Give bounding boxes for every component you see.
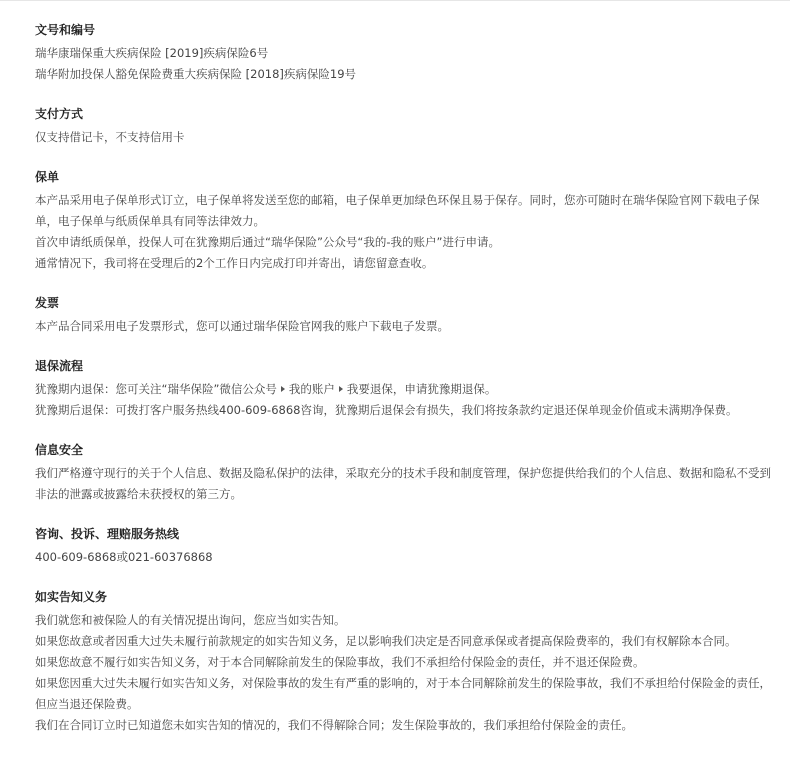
section-payment xyxy=(35,105,775,148)
section-line: 如果您因重大过失未履行如实告知义务，对保险事故的发生有严重的影响的，对于本合同解除前发生的保险事故，我们不承担给付保险金的责任，但应当退还保险费。 xyxy=(35,676,771,711)
section-title: 如实告知义务 xyxy=(35,590,108,604)
section-line: 如果您故意或者因重大过失未履行前款规定的如实告知义务，足以影响我们决定是否同意承保或者提高保险费率的，我们有权解除本合同。 xyxy=(35,634,737,648)
section-title: 退保流程 xyxy=(35,359,84,373)
section-line: 通常情况下，我司将在受理后的2个工作日内完成打印并寄出，请您留意查收。 xyxy=(35,256,434,270)
section-title: 文号和编号 xyxy=(35,23,96,37)
section-line: 我们严格遵守现行的关于个人信息、数据及隐私保护的法律，采取充分的技术手段和制度管理，保护您提供给我们的个人信息、数据和隐私不受到非法的泄露或披露给未获授权的第三方。 xyxy=(35,466,771,501)
section-line xyxy=(35,379,775,400)
section-line: 犹豫期后退保：可拨打客户服务热线400-609-6868咨询，犹豫期后退保会有损失，我们将按条款约定退还保单现金价值或未满期净保费。 xyxy=(35,403,738,417)
section-line: 仅支持借记卡，不支持信用卡 xyxy=(35,130,185,144)
product-notice-content xyxy=(35,21,775,756)
section-disclosure xyxy=(35,588,775,736)
section-line: 瑞华附加投保人豁免保险费重大疾病保险 [2018]疾病保险19号 xyxy=(35,67,357,81)
section-line: 本产品采用电子保单形式订立，电子保单将发送至您的邮箱，电子保单更加绿色环保且易于保存。同时，您亦可随时在瑞华保险官网下载电子保单，电子保单与纸质保单具有同等法律效力。 xyxy=(35,193,760,228)
section-hotline xyxy=(35,525,775,568)
section-title: 支付方式 xyxy=(35,107,84,121)
section-title: 咨询、投诉、理赔服务热线 xyxy=(35,527,180,541)
section-line: 我们就您和被保险人的有关情况提出询问，您应当如实告知。 xyxy=(35,613,346,627)
refund-step-apply: 我要退保，申请犹豫期退保。 xyxy=(346,382,497,396)
section-refund xyxy=(35,357,775,421)
hotline-numbers: 400-609-6868或021-60376868 xyxy=(35,550,213,564)
section-doc-number xyxy=(35,21,775,85)
section-line: 瑞华康瑞保重大疾病保险 [2019]疾病保险6号 xyxy=(35,46,269,60)
arrow-right-icon xyxy=(281,386,285,392)
section-line: 如果您故意不履行如实告知义务，对于本合同解除前发生的保险事故，我们不承担给付保险金的责任，并不退还保险费。 xyxy=(35,655,645,669)
section-invoice xyxy=(35,294,775,337)
section-title: 保单 xyxy=(35,170,60,184)
section-line: 本产品合同采用电子发票形式，您可以通过瑞华保险官网我的账户下载电子发票。 xyxy=(35,319,449,333)
section-title: 信息安全 xyxy=(35,443,84,457)
section-title: 发票 xyxy=(35,296,60,310)
top-divider xyxy=(0,0,790,1)
section-security xyxy=(35,441,775,505)
refund-cooling-off-text: 犹豫期内退保：您可关注“瑞华保险”微信公众号 xyxy=(35,382,277,396)
section-line: 我们在合同订立时已知道您未如实告知的情况的，我们不得解除合同；发生保险事故的，我们承担给付保险金的责任。 xyxy=(35,718,633,732)
arrow-right-icon xyxy=(339,386,343,392)
section-line: 首次申请纸质保单，投保人可在犹豫期后通过“瑞华保险”公众号“我的-我的账户”进行申请。 xyxy=(35,235,500,249)
refund-step-my-account: 我的账户 xyxy=(288,382,335,396)
section-policy xyxy=(35,168,775,274)
